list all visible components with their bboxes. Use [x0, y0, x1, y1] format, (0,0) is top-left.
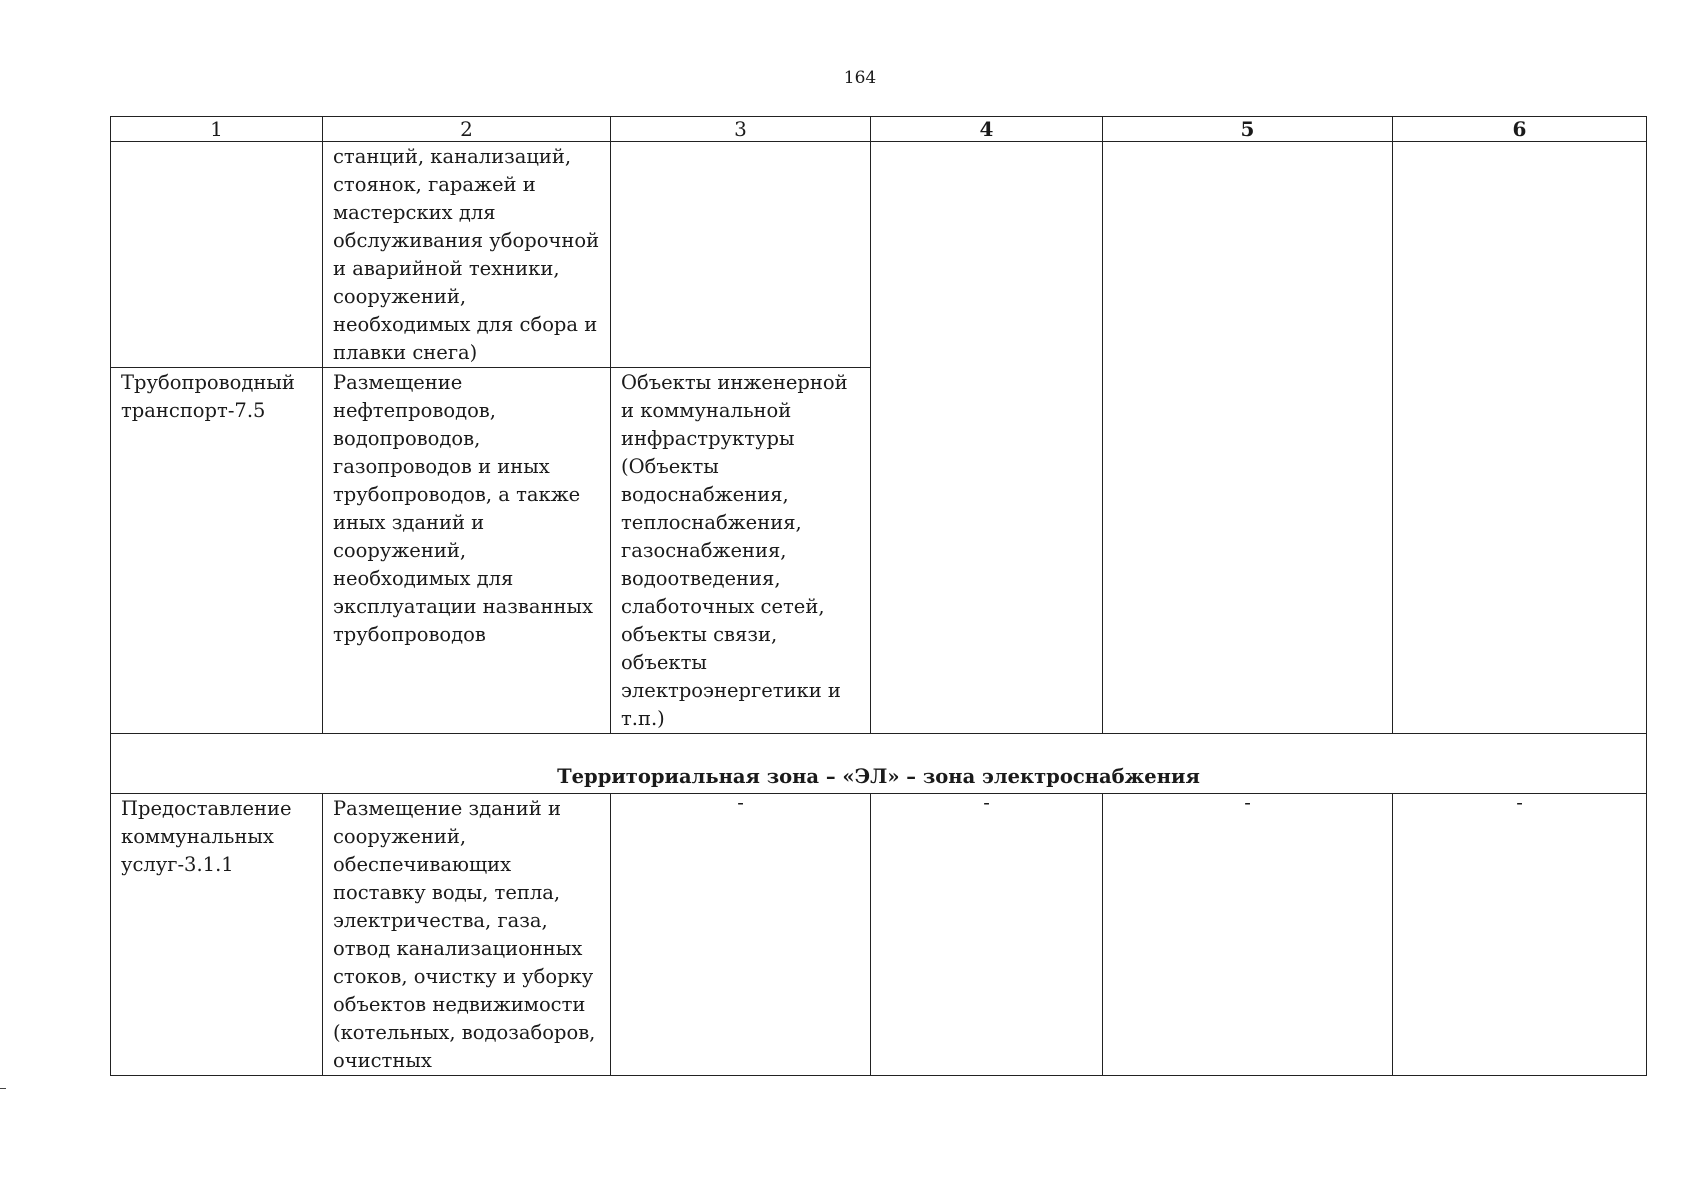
cell-col-4-dash: -	[871, 794, 1103, 1076]
margin-tick-mark	[0, 1088, 6, 1089]
cell-permitted-objects: Объекты инженерной и коммунальной инфраструктуры (Объекты водоснабжения, теплоснабжения, газоснабжения, водоотведения, слаботочных сетей, объекты связи, объекты электроэнергетики и т.п.)	[611, 368, 871, 734]
header-col-5: 5	[1103, 117, 1393, 142]
zone-heading: Территориальная зона – «ЭЛ» – зона электроснабжения	[111, 734, 1647, 794]
cell-activity-type: Трубопроводный транспорт-7.5	[111, 368, 323, 734]
cell-activity-description: станций, канализаций, стоянок, гаражей и мастерских для обслуживания уборочной и аварийной техники, сооружений, необходимых для сбора и плавки снега)	[323, 142, 611, 368]
cell-activity-type: Предоставление коммунальных услуг-3.1.1	[111, 794, 323, 1076]
header-row	[111, 117, 1647, 142]
land-use-table	[110, 116, 1647, 1076]
header-col-3: 3	[611, 117, 871, 142]
table-row-continuation	[111, 142, 1647, 368]
table-row-utilities	[111, 794, 1647, 1076]
cell-activity-description: Размещение зданий и сооружений, обеспечивающих поставку воды, тепла, электричества, газа, отвод канализационных стоков, очистку и уборку объектов недвижимости (котельных, водозаборов, очистных	[323, 794, 611, 1076]
header-col-4: 4	[871, 117, 1103, 142]
header-col-6: 6	[1393, 117, 1647, 142]
page-number: 164	[843, 68, 877, 88]
cell-col-5-dash: -	[1103, 794, 1393, 1076]
cell-col-5-merged	[1103, 142, 1393, 734]
header-col-1: 1	[111, 117, 323, 142]
cell-activity-type	[111, 142, 323, 368]
cell-col-6-dash: -	[1393, 794, 1647, 1076]
header-col-2: 2	[323, 117, 611, 142]
cell-col-6-merged	[1393, 142, 1647, 734]
cell-col-4-merged	[871, 142, 1103, 734]
cell-col-3-dash: -	[611, 794, 871, 1076]
cell-activity-description: Размещение нефтепроводов, водопроводов, газопроводов и иных трубопроводов, а также иных зданий и сооружений, необходимых для эксплуатации названных трубопроводов	[323, 368, 611, 734]
cell-permitted-objects	[611, 142, 871, 368]
zone-heading-row	[111, 734, 1647, 794]
